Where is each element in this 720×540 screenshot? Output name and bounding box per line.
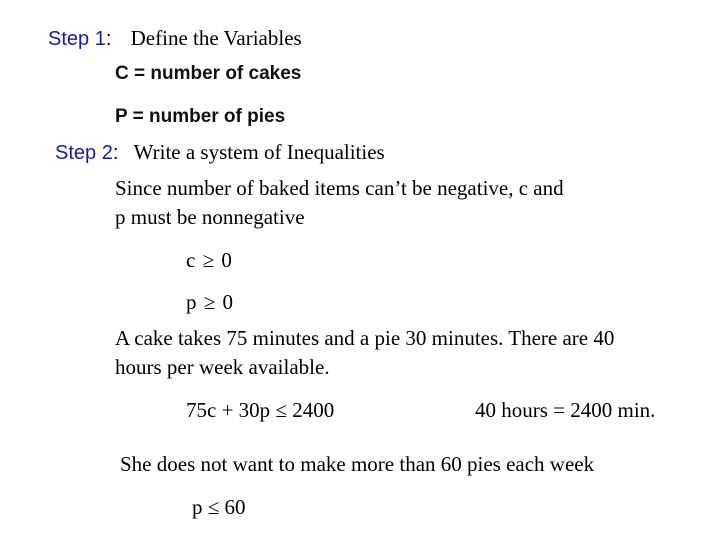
inequality-c-nonnegative: c ≥ 0: [186, 248, 233, 272]
time-constraint-line2: hours per week available.: [115, 355, 330, 379]
hours-conversion-note: 40 hours = 2400 min.: [475, 398, 656, 422]
step2-label: Step 2: [55, 142, 113, 164]
time-constraint-line1: A cake takes 75 minutes and a pie 30 minutes. There are 40: [115, 326, 615, 350]
pies-limit-sentence: She does not want to make more than 60 pies each week: [120, 452, 595, 476]
step1-heading: [48, 28, 302, 49]
step1-title: Define the Variables: [130, 26, 302, 50]
inequality-time: 75c + 30p ≤ 2400: [186, 398, 335, 422]
variable-p-definition: P = number of pies: [115, 106, 286, 127]
nonnegative-reason-line1: Since number of baked items can’t be negative, c and: [115, 176, 564, 200]
variable-c-definition: C = number of cakes: [115, 63, 302, 84]
nonnegative-reason-line2: p must be nonnegative: [115, 205, 305, 229]
step2-colon: :: [112, 142, 119, 164]
step2-title: Write a system of Inequalities: [133, 140, 385, 164]
step2-heading: [55, 142, 385, 163]
inequality-p-nonnegative: p ≥ 0: [186, 290, 235, 314]
inequality-pies-limit: p ≤ 60: [192, 495, 246, 519]
step1-label: Step 1: [48, 28, 106, 50]
step1-colon: :: [105, 28, 112, 50]
